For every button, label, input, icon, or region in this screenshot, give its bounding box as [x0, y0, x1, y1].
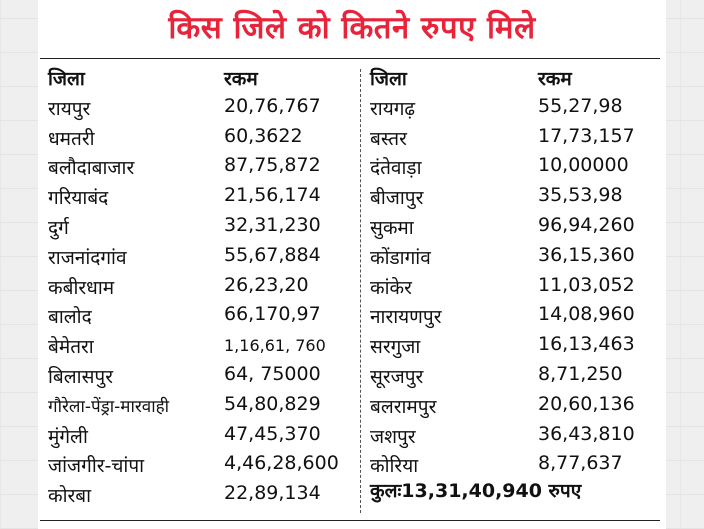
- district-name: राजनांदगांव: [48, 246, 127, 269]
- district-name: जांजगीर-चांपा: [48, 455, 145, 478]
- table-row: [48, 361, 348, 391]
- district-name: गौरेला-पेंड्रा-मारवाही: [48, 396, 170, 417]
- district-name: बिलासपुर: [48, 365, 113, 388]
- district-name: धमतरी: [48, 127, 95, 150]
- district-name: मुंगेली: [48, 425, 88, 448]
- amount-value: 26,23,20: [224, 273, 309, 296]
- amount-value: 4,46,28,600: [224, 452, 339, 475]
- amount-value: 17,73,157: [538, 124, 635, 147]
- table-row: [48, 450, 348, 480]
- amount-value: 10,00000: [538, 154, 629, 177]
- table-row: [370, 421, 670, 451]
- district-name: कांकेर: [370, 276, 412, 299]
- district-name: कोंडागांव: [370, 246, 431, 269]
- district-name: बलरामपुर: [370, 395, 437, 418]
- table-row: [48, 301, 348, 331]
- amount-value: 87,75,872: [224, 154, 321, 177]
- headline: किस जिले को कितने रुपए मिले: [168, 10, 536, 46]
- table-row: [370, 123, 670, 153]
- district-name: सरगुजा: [370, 336, 421, 359]
- column-divider: [360, 69, 361, 513]
- table-row: [48, 421, 348, 451]
- district-name: जशपुर: [370, 425, 416, 448]
- district-name: बीजापुर: [370, 187, 424, 210]
- amount-value: 8,71,250: [538, 362, 623, 385]
- amount-value: 32,31,230: [224, 213, 321, 236]
- amount-value: 22,89,134: [224, 482, 321, 505]
- amount-value: 8,77,637: [538, 452, 623, 475]
- amount-value: 21,56,174: [224, 184, 321, 207]
- amount-value: 47,45,370: [224, 422, 321, 445]
- table-row: [48, 331, 348, 361]
- amount-value: 14,08,960: [538, 303, 635, 326]
- amount-value: 16,13,463: [538, 333, 635, 356]
- allocation-table: [40, 58, 660, 521]
- district-name: नारायणपुर: [370, 306, 442, 329]
- district-name: कबीरधाम: [48, 276, 115, 299]
- amount-value: 96,94,260: [538, 213, 635, 236]
- amount-value: 20,76,767: [224, 94, 321, 117]
- district-name: बस्तर: [370, 127, 407, 150]
- amount-header: रकम: [538, 68, 572, 90]
- amount-value: 35,53,98: [538, 184, 623, 207]
- table-row: [370, 182, 670, 212]
- amount-value: 11,03,052: [538, 273, 635, 296]
- district-name: सुकमा: [370, 216, 414, 239]
- district-name: रायपुर: [48, 97, 91, 120]
- amount-value: 60,3622: [224, 124, 303, 147]
- table-row: [48, 212, 348, 242]
- table-row: [48, 272, 348, 302]
- amount-header: रकम: [224, 68, 258, 90]
- amount-value: 55,67,884: [224, 243, 321, 266]
- table-row: [370, 361, 670, 391]
- amount-value: 36,15,360: [538, 243, 635, 266]
- table-row: [370, 391, 670, 421]
- table-row: [370, 272, 670, 302]
- district-name: बलौदाबाजार: [48, 157, 135, 180]
- table-row: [48, 480, 348, 510]
- district-header: जिला: [48, 68, 85, 90]
- right-header-row: [370, 63, 670, 93]
- district-name: रायगढ़: [370, 97, 416, 120]
- district-name: गरियाबंद: [48, 187, 109, 210]
- district-header: जिला: [370, 68, 407, 90]
- table-row: [48, 123, 348, 153]
- table-row: [48, 182, 348, 212]
- amount-value: 55,27,98: [538, 94, 623, 117]
- table-row: [370, 331, 670, 361]
- grand-total: कुलः13,31,40,940 रुपए: [370, 480, 582, 502]
- left-column: [48, 63, 348, 510]
- table-row: [370, 212, 670, 242]
- left-header-row: [48, 63, 348, 93]
- table-row: [48, 93, 348, 123]
- amount-value: 54,80,829: [224, 392, 321, 415]
- table-row: [370, 152, 670, 182]
- district-name: दुर्ग: [48, 216, 69, 239]
- amount-value: 20,60,136: [538, 392, 635, 415]
- amount-value: 1,16,61, 760: [224, 336, 326, 356]
- table-row: [370, 301, 670, 331]
- table-row: [370, 450, 670, 480]
- article-card: [38, 0, 666, 529]
- amount-value: 36,43,810: [538, 422, 635, 445]
- district-name: सूरजपुर: [370, 365, 424, 388]
- district-name: कोरिया: [370, 455, 419, 478]
- district-name: कोरबा: [48, 485, 92, 508]
- district-name: बेमेतरा: [48, 336, 94, 359]
- table-row: [370, 242, 670, 272]
- district-name: बालोद: [48, 306, 92, 329]
- district-name: दंतेवाड़ा: [370, 157, 422, 180]
- amount-value: 66,170,97: [224, 303, 321, 326]
- table-row: [48, 391, 348, 421]
- right-column: [370, 63, 670, 480]
- amount-value: 64, 75000: [224, 362, 321, 385]
- table-row: [370, 93, 670, 123]
- table-row: [48, 242, 348, 272]
- table-row: [48, 152, 348, 182]
